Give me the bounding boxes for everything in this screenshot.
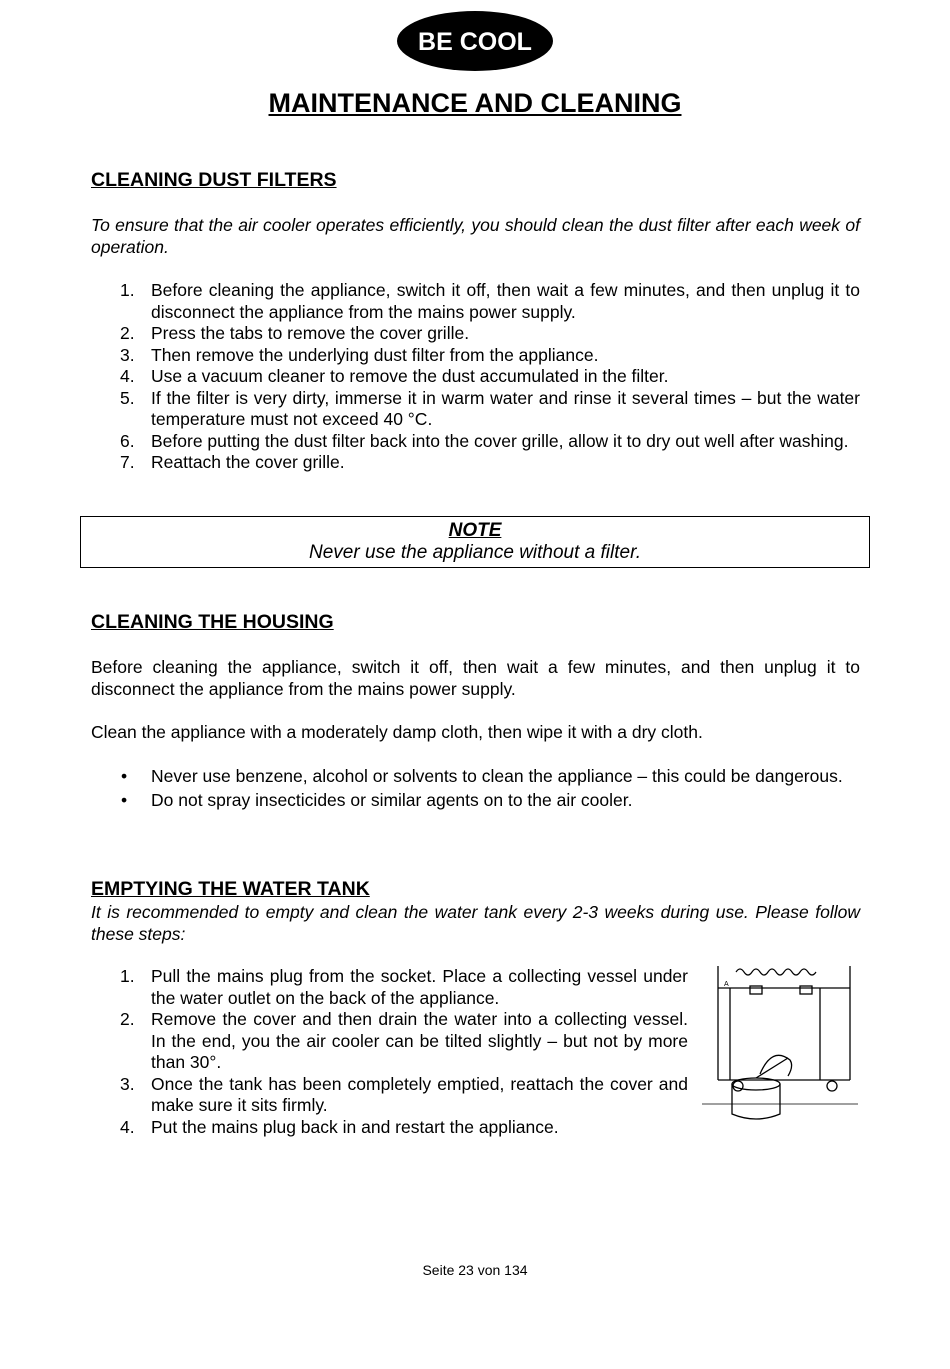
be-cool-logo bbox=[396, 10, 554, 72]
list-item: 4. Put the mains plug back in and restart the appliance. bbox=[120, 1116, 559, 1137]
dust-filters-heading: CLEANING DUST FILTERS bbox=[91, 169, 337, 191]
page-number: Seite 23 von 134 bbox=[422, 1262, 528, 1278]
note-text: Never use the appliance without a filter. bbox=[309, 542, 641, 563]
list-item: 7. Reattach the cover grille. bbox=[120, 452, 345, 472]
housing-para-2: Clean the appliance with a moderately damp cloth, then wipe it with a dry cloth. bbox=[91, 722, 703, 742]
list-item: • Do not spray insecticides or similar agents on to the air cooler. bbox=[121, 789, 633, 810]
note-box bbox=[80, 516, 870, 568]
draining-illustration bbox=[700, 962, 860, 1127]
housing-heading: CLEANING THE HOUSING bbox=[91, 611, 334, 633]
list-item: • Never use benzene, alcohol or solvents to clean the appliance – this could be dangerous. bbox=[121, 766, 843, 786]
note-title: NOTE bbox=[448, 520, 502, 541]
dust-filters-steps bbox=[91, 280, 860, 474]
list-item: 2. Remove the cover and then drain the water into a collecting vessel. In the end, you the air cooler can be tilted slightly – but not by more than 30°. bbox=[120, 1009, 688, 1072]
logo-text: BE COOL bbox=[418, 28, 532, 56]
list-item: 4. Use a vacuum cleaner to remove the dust accumulated in the filter. bbox=[120, 366, 669, 386]
water-tank-heading: EMPTYING THE WATER TANK bbox=[91, 878, 370, 900]
list-item: 5. If the filter is very dirty, immerse it in warm water and rinse it several times – but the water temperature must not exceed 40 °C. bbox=[120, 387, 860, 429]
water-tank-intro: It is recommended to empty and clean the water tank every 2-3 weeks during use. Please follow these steps: bbox=[91, 902, 860, 944]
water-tank-steps bbox=[91, 966, 688, 1138]
list-item: 2. Press the tabs to remove the cover grille. bbox=[120, 323, 470, 343]
list-item: 1. Before cleaning the appliance, switch it off, then wait a few minutes, and then unplug it to disconnect the appliance from the mains power supply. bbox=[120, 280, 860, 322]
svg-text:A: A bbox=[724, 981, 729, 988]
page-title: MAINTENANCE AND CLEANING bbox=[268, 88, 682, 118]
housing-para-1: Before cleaning the appliance, switch it off, then wait a few minutes, and then unplug it to disconnect the appliance from the mains power supply. bbox=[91, 657, 860, 699]
dust-filters-intro: To ensure that the air cooler operates efficiently, you should clean the dust filter after each week of operation. bbox=[91, 215, 860, 257]
list-item: 3. Then remove the underlying dust filter from the appliance. bbox=[120, 344, 599, 365]
housing-bullets bbox=[91, 766, 860, 811]
list-item: 6. Before putting the dust filter back into the cover grille, allow it to dry out well after washing. bbox=[120, 430, 849, 451]
list-item: 3. Once the tank has been completely emptied, reattach the cover and make sure it sits firmly. bbox=[120, 1073, 688, 1115]
list-item: 1. Pull the mains plug from the socket. Place a collecting vessel under the water outlet on the back of the appliance. bbox=[120, 966, 688, 1008]
